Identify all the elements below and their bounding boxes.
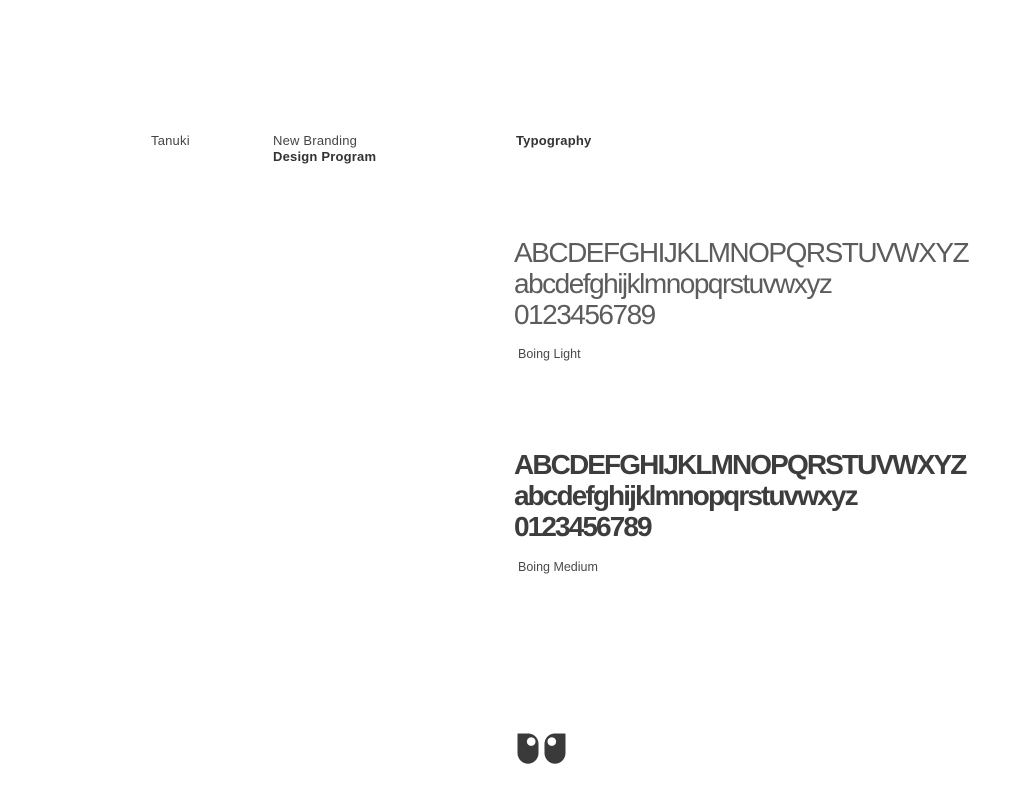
- specimen-light-label: Boing Light: [518, 347, 581, 361]
- specimen-medium-uppercase: ABCDEFGHIJKLMNOPQRSTUVWXYZ: [514, 449, 966, 480]
- specimen-light: [514, 237, 968, 330]
- project-title-line1: New Branding: [273, 133, 358, 148]
- specimen-medium: [514, 449, 966, 542]
- section-title: Typography: [516, 133, 592, 148]
- brand-name: Tanuki: [151, 133, 190, 148]
- logo-right-eye-dot: [548, 737, 557, 746]
- specimen-light-lowercase: abcdefghijklmnopqrstuvwxyz: [514, 268, 832, 299]
- project-title: [273, 133, 376, 165]
- tanuki-logo: [516, 732, 567, 764]
- logo-mark-right-icon: [544, 732, 567, 764]
- specimen-medium-digits: 0123456789: [514, 511, 651, 542]
- specimen-light-digits: 0123456789: [514, 299, 655, 330]
- project-title-line2: Design Program: [273, 149, 377, 164]
- specimen-light-uppercase: ABCDEFGHIJKLMNOPQRSTUVWXYZ: [514, 237, 969, 268]
- specimen-medium-label: Boing Medium: [518, 560, 598, 574]
- logo-mark-left-icon: [516, 732, 539, 764]
- specimen-medium-lowercase: abcdefghijklmnopqrstuvwxyz: [514, 480, 857, 511]
- logo-left-eye-dot: [527, 737, 536, 746]
